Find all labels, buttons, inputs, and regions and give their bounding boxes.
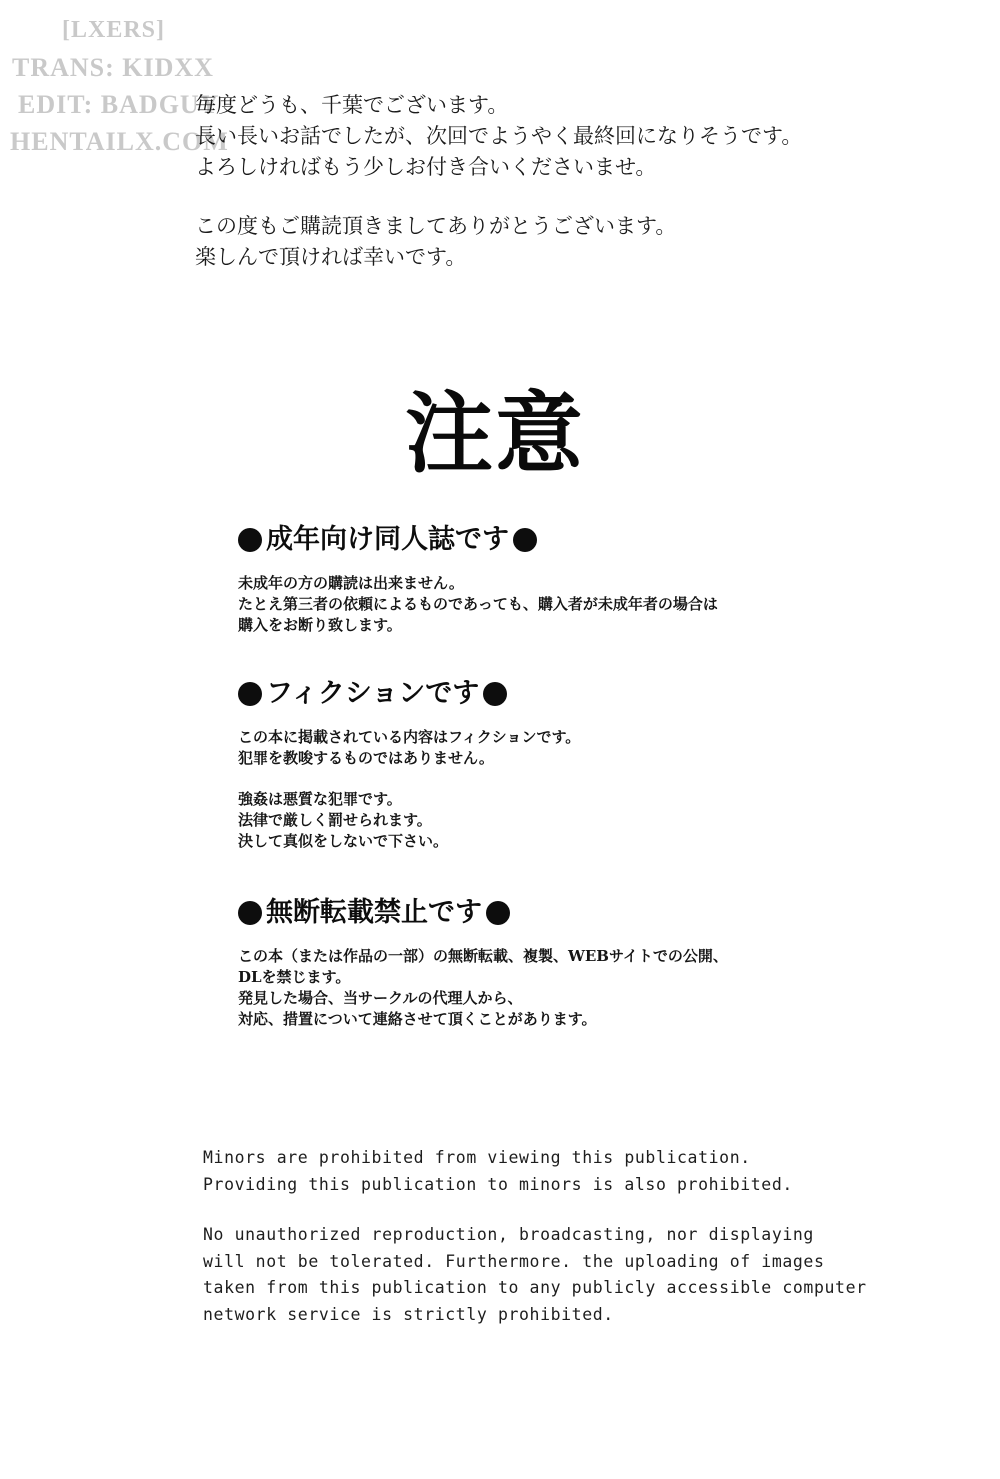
section-line: 購入をお断り致します。: [238, 616, 402, 634]
section-body: [238, 727, 580, 852]
afterword-line: 長い長いお話でしたが、次回でようやく最終回になりそうです。: [195, 124, 803, 148]
section-heading: [238, 677, 580, 711]
notice-title: 注意: [405, 382, 586, 485]
section-line: 発見した場合、当サークルの代理人から、: [238, 989, 523, 1007]
english-line: taken from this publication to any publicly accessible computer: [203, 1278, 867, 1297]
afterword-line: よろしければもう少しお付き合いくださいませ。: [195, 155, 657, 179]
english-paragraph: [203, 1145, 867, 1198]
bullet-icon: [238, 682, 262, 706]
english-paragraph: [203, 1222, 867, 1328]
section-line: この本に掲載されている内容はフィクションです。: [238, 728, 581, 746]
author-afterword: [195, 90, 802, 273]
credit-editor: EDIT: BADGUY: [18, 90, 220, 119]
bullet-icon: [513, 528, 537, 552]
notice-section-no-reprint: [238, 896, 728, 1030]
credit-translator: TRANS: KIDXX: [12, 53, 214, 82]
credit-group: [LXERS]: [62, 17, 166, 43]
section-line: 決して真似をしないで下さい。: [238, 832, 449, 850]
bullet-icon: [486, 901, 510, 925]
afterword-line: 毎度どうも、千葉でございます。: [195, 93, 509, 117]
credit-website: HENTAILX.COM: [10, 127, 229, 156]
bullet-icon: [238, 901, 262, 925]
section-body: [238, 946, 728, 1030]
section-body: [238, 573, 718, 636]
afterword-line: この度もご購読頂きましてありがとうございます。: [195, 214, 677, 238]
section-heading: [238, 896, 728, 930]
section-paragraph: [238, 727, 580, 769]
section-heading-text: 成年向け同人誌です: [266, 524, 509, 555]
english-line: Providing this publication to minors is also prohibited.: [203, 1174, 793, 1194]
section-heading-text: 無断転載禁止です: [266, 897, 482, 928]
section-line: 未成年の方の購読は出来ません。: [238, 574, 464, 592]
english-line: network service is strictly prohibited.: [203, 1304, 614, 1324]
bullet-icon: [483, 682, 507, 706]
section-heading: [238, 523, 718, 557]
section-paragraph: [238, 789, 580, 852]
section-paragraph: [238, 573, 718, 636]
afterword-paragraph: [195, 90, 802, 183]
english-notice: [203, 1145, 867, 1328]
section-line: この本（または作品の一部）の無断転載、複製、WEBサイトでの公開、: [238, 947, 728, 965]
afterword-paragraph: [195, 211, 802, 273]
notice-section-adult: [238, 523, 718, 636]
section-line: 法律で厳しく罰せられます。: [238, 811, 432, 829]
section-line: 犯罪を教唆するものではありません。: [238, 749, 494, 767]
section-line: DLを禁じます。: [238, 968, 351, 986]
section-paragraph: [238, 946, 728, 1030]
notice-section-fiction: [238, 677, 580, 852]
section-line: 強姦は悪質な犯罪です。: [238, 790, 402, 808]
bullet-icon: [238, 528, 262, 552]
section-line: たとえ第三者の依頼によるものであっても、購入者が未成年者の場合は: [238, 595, 718, 613]
english-line: Minors are prohibited from viewing this publication.: [203, 1148, 751, 1167]
section-heading-text: フィクションです: [266, 678, 480, 709]
english-line: will not be tolerated. Furthermore. the uploading of images: [203, 1251, 825, 1271]
section-line: 対応、措置について連絡させて頂くことがあります。: [238, 1010, 597, 1028]
english-line: No unauthorized reproduction, broadcasting, nor displaying: [203, 1225, 814, 1244]
afterword-line: 楽しんで頂ければ幸いです。: [195, 245, 467, 269]
